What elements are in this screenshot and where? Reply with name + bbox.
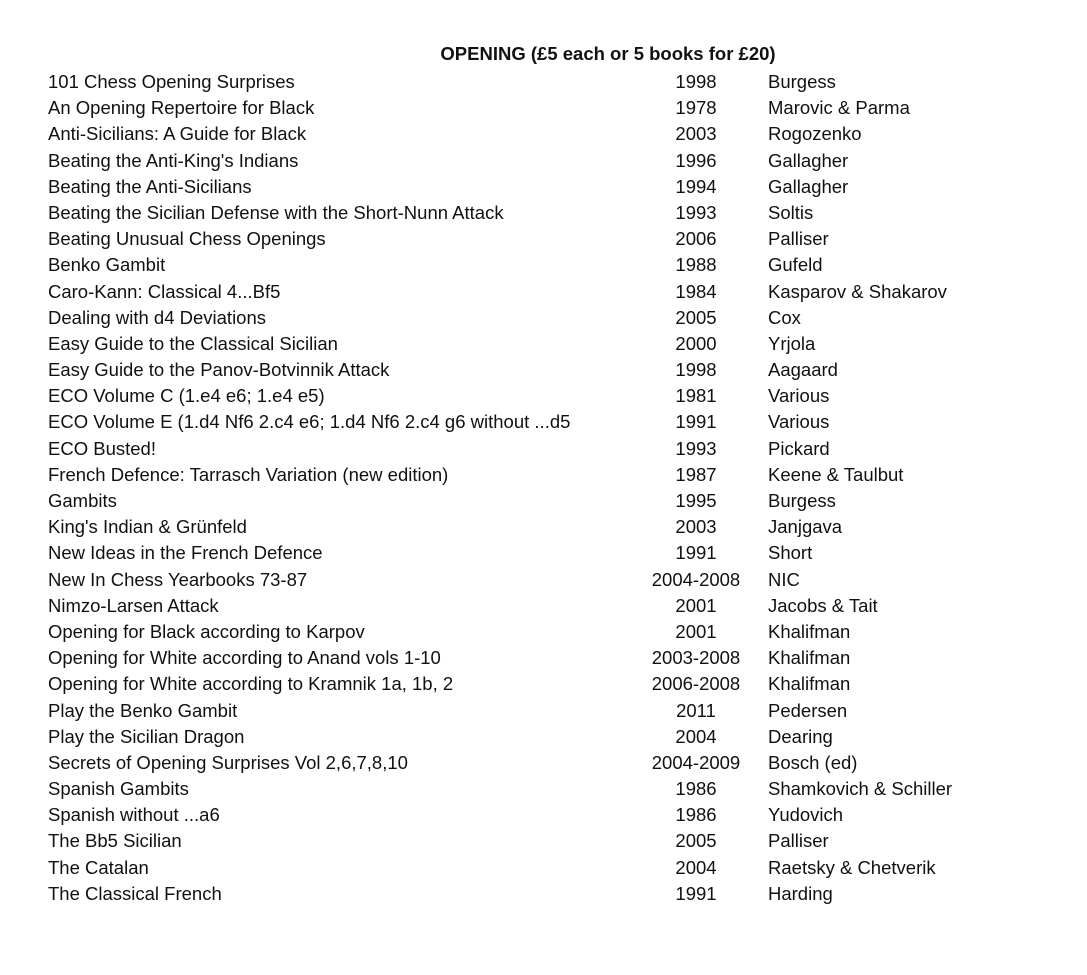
book-row [48, 252, 1048, 278]
book-year: 2006-2008 [651, 673, 741, 695]
book-title: Opening for White according to Kramnik 1a, 1b, 2 [48, 673, 454, 695]
book-year: 2003 [675, 516, 717, 538]
book-title: An Opening Repertoire for Black [48, 97, 315, 119]
book-row [48, 619, 1048, 645]
book-author: Shamkovich & Schiller [768, 778, 953, 800]
book-author: Yrjola [768, 332, 816, 354]
book-author: Kasparov & Shakarov [768, 280, 947, 302]
book-author: Keene & Taulbut [768, 463, 904, 485]
book-title: 101 Chess Opening Surprises [48, 71, 295, 92]
book-title: The Catalan [48, 856, 149, 878]
book-title: Easy Guide to the Panov-Botvinnik Attack [48, 359, 390, 381]
book-year: 1994 [675, 175, 717, 197]
book-author: Bosch (ed) [768, 751, 858, 773]
book-row [48, 357, 1048, 383]
book-title: Play the Benko Gambit [48, 699, 238, 721]
book-title: Opening for Black according to Karpov [48, 620, 365, 642]
book-title: Beating Unusual Chess Openings [48, 228, 326, 250]
book-year: 2005 [675, 306, 717, 328]
book-year: 2004 [675, 725, 717, 747]
book-author: Khalifman [768, 647, 851, 669]
book-year: 2005 [675, 830, 717, 852]
book-author: Pickard [768, 437, 830, 459]
book-year: 2003 [675, 123, 717, 145]
book-year: 2011 [676, 699, 716, 721]
book-row [48, 200, 1048, 226]
book-year: 1987 [675, 463, 717, 485]
book-row [48, 776, 1048, 802]
book-row [48, 279, 1048, 305]
book-title: French Defence: Tarrasch Variation (new edition) [48, 463, 449, 485]
book-title: Secrets of Opening Surprises Vol 2,6,7,8,10 [48, 751, 408, 773]
book-title: The Bb5 Sicilian [48, 830, 182, 852]
book-row [48, 436, 1048, 462]
book-year: 1991 [675, 542, 717, 564]
book-row [48, 593, 1048, 619]
book-year: 1998 [675, 71, 717, 92]
book-title: Nimzo-Larsen Attack [48, 594, 219, 616]
book-author: Burgess [768, 490, 836, 511]
book-row [48, 121, 1048, 147]
book-title: ECO Volume C (1.e4 e6; 1.e4 e5) [48, 385, 325, 407]
book-title: New Ideas in the French Defence [48, 542, 323, 564]
book-title: ECO Volume E (1.d4 Nf6 2.c4 e6; 1.d4 Nf6 2.c4 g6 without ...d5 [48, 411, 571, 433]
book-row [48, 409, 1048, 435]
book-title: Benko Gambit [48, 254, 166, 276]
book-title: Opening for White according to Anand vols 1-10 [48, 647, 441, 669]
book-author: Raetsky & Chetverik [768, 856, 936, 878]
book-title: Beating the Anti-King's Indians [48, 149, 299, 171]
book-year: 1988 [675, 254, 717, 276]
book-year: 1996 [675, 149, 717, 171]
book-title: Easy Guide to the Classical Sicilian [48, 332, 338, 354]
book-row [48, 383, 1048, 409]
book-author: Marovic & Parma [768, 97, 910, 119]
book-year: 2003-2008 [651, 647, 741, 669]
book-author: Gallagher [768, 175, 849, 197]
book-row [48, 305, 1048, 331]
book-title: ECO Busted! [48, 437, 156, 459]
book-row [48, 645, 1048, 671]
book-row [48, 69, 1048, 95]
book-author: Palliser [768, 228, 829, 250]
book-title: Caro-Kann: Classical 4...Bf5 [48, 280, 281, 302]
book-title: Spanish Gambits [48, 778, 189, 800]
book-title: Anti-Sicilians: A Guide for Black [48, 123, 307, 145]
book-year: 1984 [675, 280, 717, 302]
book-row [48, 750, 1048, 776]
book-author: Pedersen [768, 699, 848, 721]
book-row [48, 881, 1048, 907]
book-author: Yudovich [768, 804, 844, 826]
book-year: 2000 [675, 332, 717, 354]
book-title: Play the Sicilian Dragon [48, 725, 245, 747]
book-list [48, 69, 1048, 907]
book-row [48, 95, 1048, 121]
book-author: Harding [768, 882, 833, 904]
book-title: King's Indian & Grünfeld [48, 516, 247, 538]
book-row [48, 828, 1048, 854]
book-title: Spanish without ...a6 [48, 804, 220, 826]
book-row [48, 671, 1048, 697]
book-title: Gambits [48, 490, 117, 511]
book-author: Khalifman [768, 620, 851, 642]
book-author: Various [768, 411, 830, 433]
book-author: Janjgava [768, 516, 843, 538]
book-row [48, 174, 1048, 200]
page-title: OPENING (£5 each or 5 books for £20) [440, 43, 776, 64]
book-author: Soltis [768, 201, 814, 223]
book-title: Beating the Anti-Sicilians [48, 175, 252, 197]
book-author: Short [768, 542, 813, 564]
book-author: NIC [768, 568, 800, 590]
book-year: 1998 [675, 359, 717, 381]
book-title: New In Chess Yearbooks 73-87 [48, 568, 308, 590]
book-author: Burgess [768, 71, 836, 92]
book-year: 2006 [675, 228, 717, 250]
book-year: 2004-2009 [651, 751, 741, 773]
book-title: The Classical French [48, 882, 222, 904]
book-title: Dealing with d4 Deviations [48, 306, 267, 328]
book-row [48, 514, 1048, 540]
book-row [48, 802, 1048, 828]
book-year: 1993 [675, 201, 717, 223]
book-author: Khalifman [768, 673, 851, 695]
book-author: Jacobs & Tait [768, 594, 878, 616]
book-year: 2004 [675, 856, 717, 878]
book-title: Beating the Sicilian Defense with the Short-Nunn Attack [48, 201, 504, 223]
book-year: 2001 [675, 620, 717, 642]
book-year: 1986 [675, 778, 717, 800]
book-year: 1978 [675, 97, 717, 119]
book-row [48, 462, 1048, 488]
book-row [48, 540, 1048, 566]
book-year: 1995 [675, 490, 717, 511]
book-author: Rogozenko [768, 123, 862, 145]
book-year: 2001 [675, 594, 717, 616]
book-row [48, 724, 1048, 750]
book-row [48, 855, 1048, 881]
book-year: 1993 [675, 437, 717, 459]
book-year: 1986 [675, 804, 717, 826]
book-author: Various [768, 385, 830, 407]
book-author: Aagaard [768, 359, 838, 381]
book-year: 2004-2008 [651, 568, 741, 590]
book-author: Gallagher [768, 149, 849, 171]
book-row [48, 488, 1048, 514]
book-row [48, 331, 1048, 357]
book-author: Palliser [768, 830, 829, 852]
book-year: 1991 [675, 882, 717, 904]
book-author: Dearing [768, 725, 833, 747]
book-author: Gufeld [768, 254, 823, 276]
book-row [48, 567, 1048, 593]
book-author: Cox [768, 306, 801, 328]
book-row [48, 698, 1048, 724]
book-year: 1991 [675, 411, 717, 433]
book-year: 1981 [675, 385, 717, 407]
book-row [48, 226, 1048, 252]
book-row [48, 148, 1048, 174]
